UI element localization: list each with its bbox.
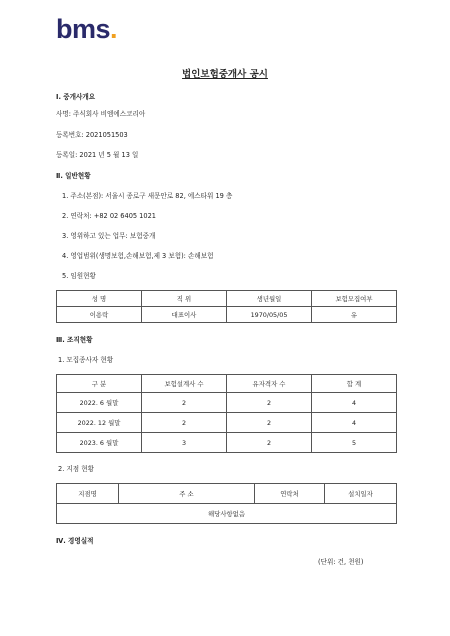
contact-item: 2. 연락처: +82 02 6405 1021: [62, 212, 156, 220]
table-header-row: [57, 484, 397, 504]
table-cell: 2: [142, 393, 227, 413]
table-header: 지점명: [57, 484, 119, 504]
table-row: [57, 504, 397, 524]
table-row: [57, 413, 397, 433]
section-3-heading: Ⅲ. 조직현황: [56, 336, 93, 344]
table-cell: 2: [227, 413, 312, 433]
section-2-heading: Ⅱ. 일반현황: [56, 172, 91, 180]
table-header: 구 분: [57, 375, 142, 393]
section-1-heading: Ⅰ. 중개사개요: [56, 93, 96, 101]
registration-date: 등록일: 2021 년 5 월 13 일: [56, 151, 139, 159]
address-item: 1. 주소(본점): 서울시 종로구 새문안로 82, 에스타워 19 층: [62, 192, 233, 200]
executives-table: [56, 290, 397, 323]
unit-note: (단위: 건, 천원): [318, 558, 364, 566]
table-header: 합 계: [312, 375, 397, 393]
table-cell: 4: [312, 413, 397, 433]
table-row: [57, 393, 397, 413]
table-cell: 2: [227, 393, 312, 413]
table-row: [57, 433, 397, 453]
section-4-heading: Ⅳ. 경영실적: [56, 537, 94, 545]
table-cell: 1970/05/05: [227, 307, 312, 323]
table-row: [57, 307, 397, 323]
table-header: 직 위: [142, 291, 227, 307]
company-name: 사명: 주식회사 비엠에스코리아: [56, 110, 146, 118]
table-header: 생년월일: [227, 291, 312, 307]
table-cell: 2022. 6 월말: [57, 393, 142, 413]
table-cell: 2023. 6 월말: [57, 433, 142, 453]
table-header: 성 명: [57, 291, 142, 307]
table-cell: 3: [142, 433, 227, 453]
table-cell: 5: [312, 433, 397, 453]
table-cell: 2022. 12 월말: [57, 413, 142, 433]
business-item: 3. 영위하고 있는 업무: 보험중개: [62, 232, 156, 240]
table-cell: 4: [312, 393, 397, 413]
table-cell: 2: [142, 413, 227, 433]
scope-item: 4. 영업범위(생명보험,손해보험,제 3 보험): 손해보험: [62, 252, 214, 260]
branches-subheading: 2. 지점 현황: [58, 465, 94, 473]
executives-item: 5. 임원현황: [62, 272, 96, 280]
table-cell: 대표이사: [142, 307, 227, 323]
table-header: 보험설계사 수: [142, 375, 227, 393]
table-header: 설치일자: [325, 484, 397, 504]
table-header: 주 소: [119, 484, 255, 504]
table-cell: 2: [227, 433, 312, 453]
table-cell: 이용락: [57, 307, 142, 323]
table-header: 연락처: [255, 484, 325, 504]
table-header-row: [57, 375, 397, 393]
branches-table: [56, 483, 397, 524]
table-header: 유자격자 수: [227, 375, 312, 393]
registration-number: 등록번호: 2021051503: [56, 131, 128, 139]
recruiters-table: [56, 374, 397, 453]
table-header-row: [57, 291, 397, 307]
bms-logo: bms.: [56, 14, 118, 44]
table-cell: 유: [312, 307, 397, 323]
table-cell-empty: 해당사항없음: [57, 504, 397, 524]
table-header: 보험모집여부: [312, 291, 397, 307]
recruiters-subheading: 1. 모집종사자 현황: [58, 356, 114, 364]
page-title: 법인보험중개사 공시: [182, 69, 268, 80]
